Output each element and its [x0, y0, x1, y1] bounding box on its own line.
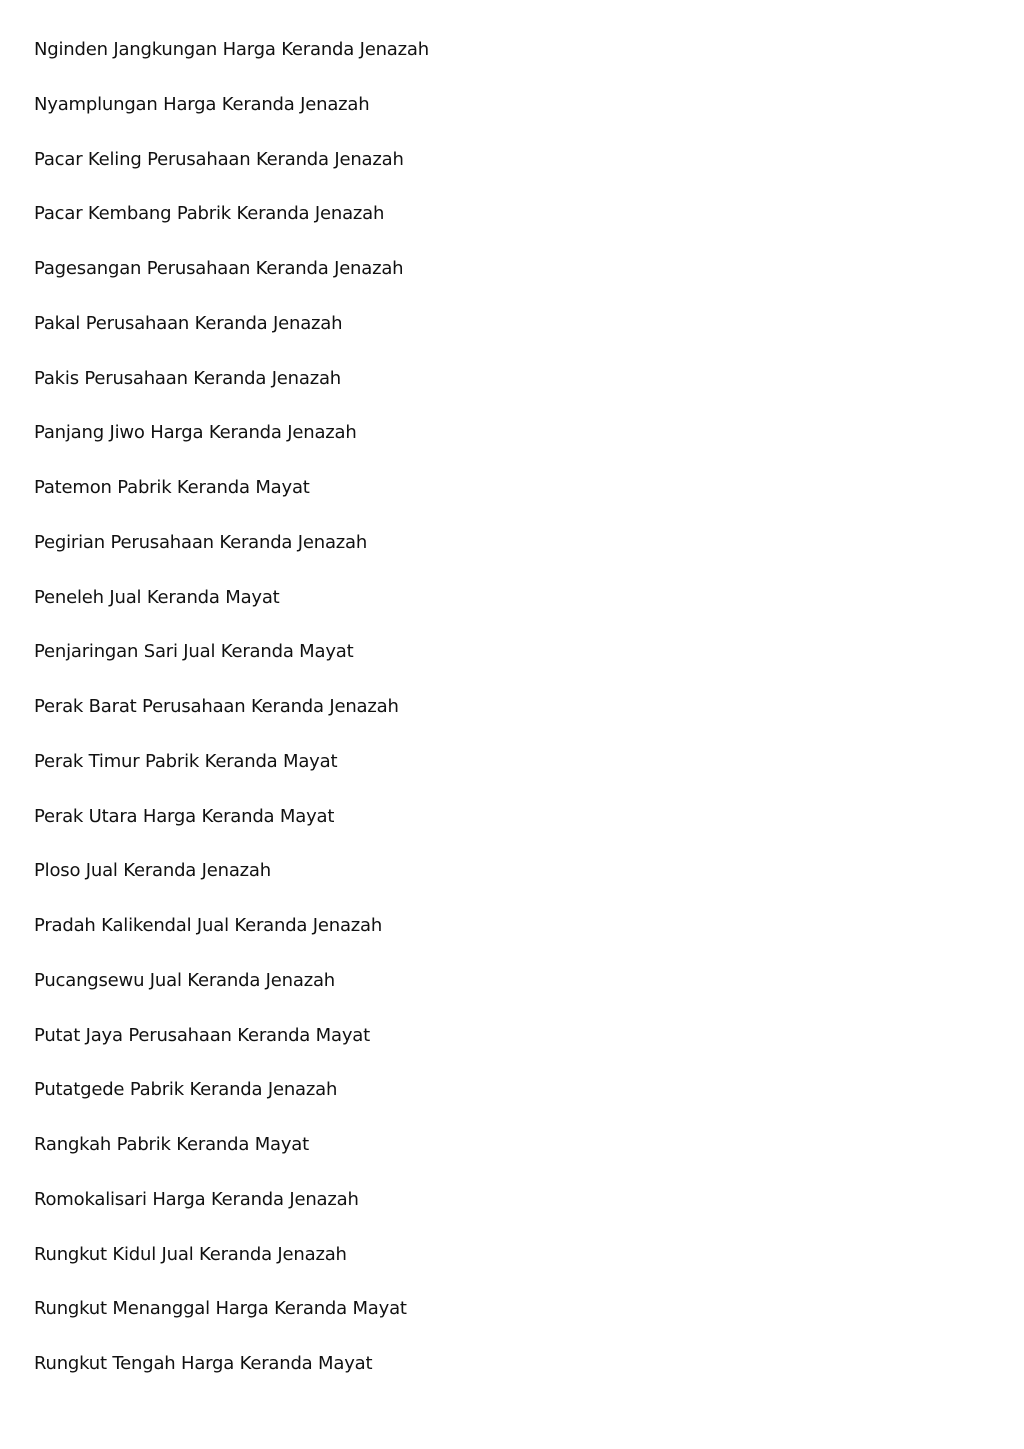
list-item: Perak Barat Perusahaan Keranda Jenazah	[34, 696, 399, 717]
list-item: Pucangsewu Jual Keranda Jenazah	[34, 969, 335, 991]
list-item: Rangkah Pabrik Keranda Mayat	[34, 1134, 309, 1155]
list-item: Perak Timur Pabrik Keranda Mayat	[34, 750, 338, 772]
list-item: Romokalisari Harga Keranda Jenazah	[34, 1188, 359, 1210]
list-item: Patemon Pabrik Keranda Mayat	[34, 477, 310, 498]
list-item: Pakis Perusahaan Keranda Jenazah	[34, 367, 342, 389]
list-item: Rungkut Menanggal Harga Keranda Mayat	[34, 1298, 407, 1320]
keyword-list	[34, 36, 429, 1405]
list-item: Rungkut Tengah Harga Keranda Mayat	[34, 1353, 373, 1374]
list-item: Pagesangan Perusahaan Keranda Jenazah	[34, 258, 404, 279]
list-item: Putatgede Pabrik Keranda Jenazah	[34, 1079, 338, 1101]
list-item: Pakal Perusahaan Keranda Jenazah	[34, 312, 343, 334]
list-item: Putat Jaya Perusahaan Keranda Mayat	[34, 1024, 370, 1046]
list-item: Penjaringan Sari Jual Keranda Mayat	[34, 641, 354, 663]
list-item: Nyamplungan Harga Keranda Jenazah	[34, 93, 370, 115]
list-item: Pacar Kembang Pabrik Keranda Jenazah	[34, 203, 385, 225]
list-item: Pegirian Perusahaan Keranda Jenazah	[34, 531, 368, 553]
list-item: Nginden Jangkungan Harga Keranda Jenazah	[34, 39, 429, 60]
list-item: Ploso Jual Keranda Jenazah	[34, 860, 271, 882]
list-item: Peneleh Jual Keranda Mayat	[34, 586, 280, 608]
list-item: Pradah Kalikendal Jual Keranda Jenazah	[34, 915, 383, 936]
list-item: Pacar Keling Perusahaan Keranda Jenazah	[34, 148, 404, 170]
list-item: Perak Utara Harga Keranda Mayat	[34, 805, 335, 827]
list-item: Panjang Jiwo Harga Keranda Jenazah	[34, 422, 357, 444]
list-item: Rungkut Kidul Jual Keranda Jenazah	[34, 1243, 347, 1265]
